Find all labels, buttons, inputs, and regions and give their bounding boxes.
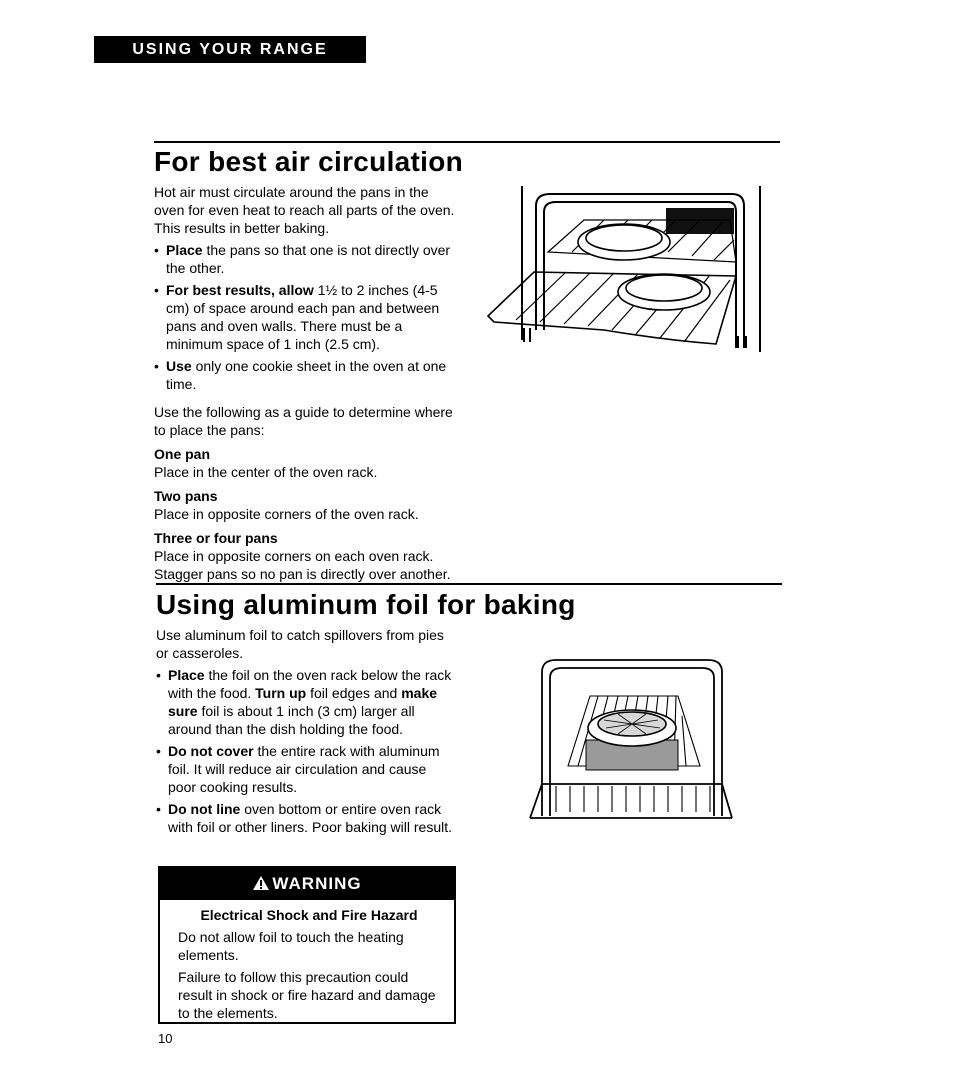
foil-intro: Use aluminum foil to catch spillovers from pies or casseroles.	[156, 627, 444, 661]
warning-body	[160, 900, 454, 1022]
warning-header	[160, 868, 454, 900]
foil-bullet-do-not-cover: • Do not cover the entire rack with aluminum foil. It will reduce air circulation and cause poor cooking results.	[156, 742, 456, 796]
oven-foil-illustration	[528, 656, 734, 822]
air-bullet-use: • Use only one cookie sheet in the oven at one time.	[154, 357, 459, 393]
air-circulation-text	[154, 183, 459, 583]
warning-text-2: Failure to follow this precaution could result in shock or fire hazard and damage to the elements.	[178, 969, 436, 1021]
three-four-pans-heading: Three or four pans	[154, 530, 278, 546]
warning-label: WARNING	[272, 874, 362, 893]
three-four-pans-text: Place in opposite corners on each oven rack. Stagger pans so no pan is directly over another.	[154, 548, 451, 582]
two-pans-heading: Two pans	[154, 488, 218, 504]
section-banner: USING YOUR RANGE	[94, 36, 366, 63]
air-bullets	[154, 241, 459, 393]
one-pan-heading: One pan	[154, 446, 211, 462]
middle-rule	[156, 583, 782, 585]
top-rule	[154, 141, 780, 143]
air-bullet-place: • Place the pans so that one is not directly over the other.	[154, 241, 459, 277]
foil-bullet-do-not-line: • Do not line oven bottom or entire oven rack with foil or other liners. Poor baking will result.	[156, 800, 456, 836]
foil-bullets	[156, 666, 456, 836]
air-intro: Hot air must circulate around the pans in the oven for even heat to reach all parts of the oven. This results in better baking.	[154, 184, 455, 236]
page-number: 10	[158, 1031, 173, 1046]
air-guide: Use the following as a guide to determine where to place the pans:	[154, 404, 453, 438]
two-pans-text: Place in opposite corners of the oven rack.	[154, 506, 419, 522]
foil-text	[156, 626, 456, 836]
foil-title: Using aluminum foil for baking	[156, 589, 576, 620]
one-pan-text: Place in the center of the oven rack.	[154, 464, 378, 480]
warning-triangle-icon	[252, 875, 270, 891]
air-bullet-results: • For best results, allow 1½ to 2 inches (4-5 cm) of space around each pan and between pans and oven walls. There must be a minimum space of 1 inch (2.5 cm).	[154, 281, 459, 353]
air-circulation-title: For best air circulation	[154, 146, 464, 177]
foil-bullet-place: • Place the foil on the oven rack below the rack with the food. Turn up foil edges and make sure foil is about 1 inch (3 cm) larger all around than the dish holding the food.	[156, 666, 456, 738]
warning-text-1: Do not allow foil to touch the heating elements.	[178, 929, 404, 963]
warning-box	[158, 866, 456, 1024]
warning-title: Electrical Shock and Fire Hazard	[200, 907, 418, 923]
oven-two-pans-illustration	[484, 180, 766, 352]
